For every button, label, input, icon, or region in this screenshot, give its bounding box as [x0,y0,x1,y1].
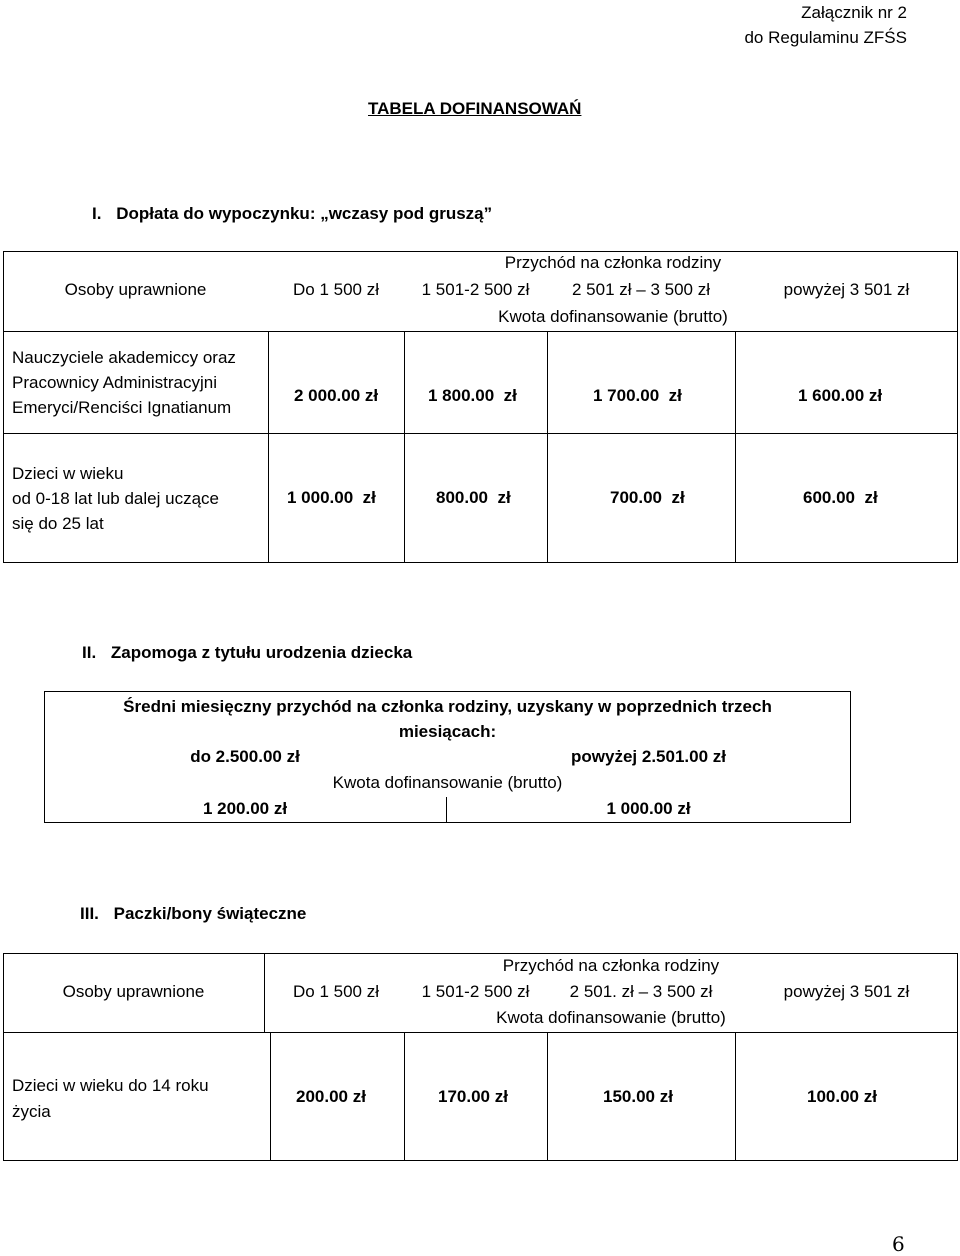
section-2-title: Zapomoga z tytułu urodzenia dziecka [110,643,413,662]
amount-cell: 1 600.00 zł [798,386,883,405]
range-2: 1 501-2 500 zł [421,280,530,299]
range-1: Do 1 500 zł [293,982,379,1001]
amount-cell: 1 200.00 zł [202,799,288,818]
group-label: Dzieci w wieku do 14 roku życia [12,1076,209,1121]
amount-cell: 1 700.00 zł [593,386,682,405]
amount-cell: 2 000.00 zł [294,386,379,405]
eligible-header: Osoby uprawnione [62,982,205,1001]
range-4: powyżej 3 501 zł [783,280,910,299]
group-label: Dzieci w wieku od 0-18 lat lub dalej uczące się do 25 lat [12,464,219,533]
range-1: do 2.500.00 zł [190,747,300,766]
amount-header: Kwota dofinansowanie (brutto) [496,1008,726,1027]
amount-cell: 1 000.00 zł [606,799,691,818]
attachment-regulation: do Regulaminu ZFŚS [744,28,907,47]
range-1: Do 1 500 zł [293,280,379,299]
amount-cell: 170.00 zł [438,1087,508,1106]
range-3: 2 501 zł – 3 500 zł [572,280,710,299]
amount-cell: 200.00 zł [296,1087,366,1106]
section-2-heading [82,643,412,663]
attachment-label [744,0,907,50]
amount-cell: 1 000.00 zł [287,488,376,507]
group-label: Nauczyciele akademiccy oraz Pracownicy Administracyjni Emeryci/Renciści Ignatianum [12,348,236,417]
range-3: 2 501. zł – 3 500 zł [569,982,713,1001]
income-header: Przychód na członka rodziny [504,253,722,272]
income-header: Przychód na członka rodziny [502,956,720,975]
section-2-number: II. [82,643,97,662]
section-1-heading [92,204,492,224]
section-1-number: I. [92,204,102,223]
range-4: powyżej 3 501 zł [783,982,910,1001]
page-title: TABELA DOFINANSOWAŃ [368,99,582,118]
amount-cell: 700.00 zł [610,488,685,507]
income-description: Średni miesięczny przychód na członka rodziny, uzyskany w poprzednich trzech miesiącach: [123,697,772,741]
amount-header: Kwota dofinansowanie (brutto) [332,773,563,792]
amount-cell: 100.00 zł [807,1087,877,1106]
page-number: 6 [892,1232,905,1256]
amount-cell: 600.00 zł [803,488,878,507]
section-3-number: III. [80,904,99,923]
amount-cell: 1 800.00 zł [428,386,517,405]
range-2: powyżej 2.501.00 zł [571,747,726,766]
section-3-title: Paczki/bony świąteczne [113,904,307,923]
range-2: 1 501-2 500 zł [421,982,530,1001]
section-3-heading [80,904,306,924]
amount-cell: 150.00 zł [603,1087,673,1106]
amount-header: Kwota dofinansowanie (brutto) [498,307,728,326]
section-1-title: Dopłata do wypoczynku: „wczasy pod gruszą” [116,204,493,223]
attachment-number: Załącznik nr 2 [801,3,907,22]
amount-cell: 800.00 zł [436,488,511,507]
eligible-header: Osoby uprawnione [64,280,207,299]
